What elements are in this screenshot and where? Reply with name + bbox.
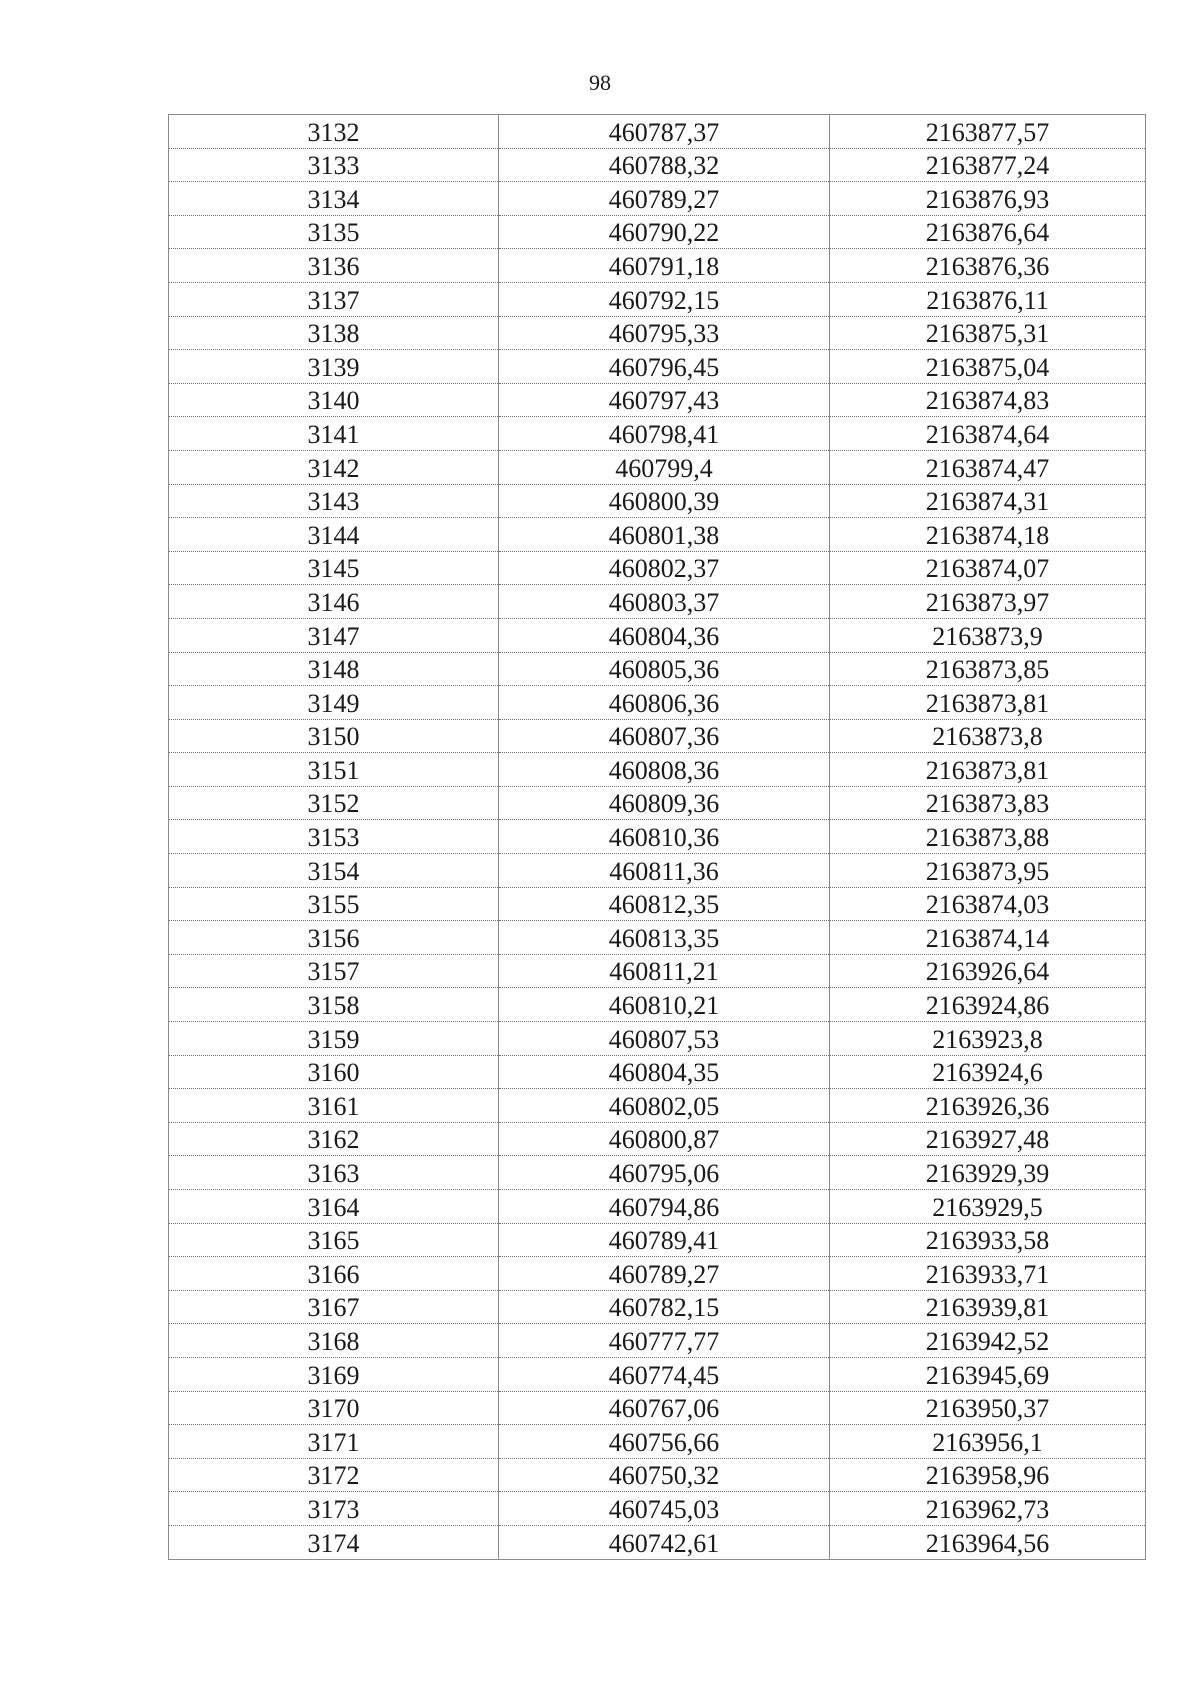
table-row <box>169 1257 1146 1291</box>
x-coordinate-cell: 460812,35 <box>499 887 830 921</box>
y-coordinate-cell: 2163933,58 <box>830 1223 1146 1257</box>
x-coordinate-cell: 460792,15 <box>499 282 830 316</box>
table-row <box>169 215 1146 249</box>
point-number-cell: 3138 <box>169 316 499 350</box>
y-coordinate-cell: 2163876,64 <box>830 215 1146 249</box>
x-coordinate-cell: 460774,45 <box>499 1357 830 1391</box>
point-number-cell: 3156 <box>169 921 499 955</box>
y-coordinate-cell: 2163874,83 <box>830 383 1146 417</box>
y-coordinate-cell: 2163873,9 <box>830 618 1146 652</box>
table-row <box>169 719 1146 753</box>
point-number-cell: 3147 <box>169 618 499 652</box>
x-coordinate-cell: 460742,61 <box>499 1525 830 1559</box>
y-coordinate-cell: 2163942,52 <box>830 1324 1146 1358</box>
x-coordinate-cell: 460789,41 <box>499 1223 830 1257</box>
x-coordinate-cell: 460782,15 <box>499 1290 830 1324</box>
point-number-cell: 3158 <box>169 988 499 1022</box>
table-row <box>169 417 1146 451</box>
x-coordinate-cell: 460797,43 <box>499 383 830 417</box>
table-row <box>169 1122 1146 1156</box>
y-coordinate-cell: 2163873,85 <box>830 652 1146 686</box>
point-number-cell: 3137 <box>169 282 499 316</box>
table-row <box>169 954 1146 988</box>
table-row <box>169 1324 1146 1358</box>
table-row <box>169 148 1146 182</box>
coordinates-table <box>168 114 1146 1560</box>
table-row <box>169 1357 1146 1391</box>
x-coordinate-cell: 460777,77 <box>499 1324 830 1358</box>
x-coordinate-cell: 460796,45 <box>499 350 830 384</box>
point-number-cell: 3169 <box>169 1357 499 1391</box>
y-coordinate-cell: 2163927,48 <box>830 1122 1146 1156</box>
point-number-cell: 3133 <box>169 148 499 182</box>
point-number-cell: 3170 <box>169 1391 499 1425</box>
x-coordinate-cell: 460787,37 <box>499 115 830 149</box>
y-coordinate-cell: 2163933,71 <box>830 1257 1146 1291</box>
x-coordinate-cell: 460803,37 <box>499 585 830 619</box>
table-row <box>169 1391 1146 1425</box>
x-coordinate-cell: 460810,36 <box>499 820 830 854</box>
x-coordinate-cell: 460789,27 <box>499 182 830 216</box>
y-coordinate-cell: 2163926,64 <box>830 954 1146 988</box>
table-row <box>169 1089 1146 1123</box>
point-number-cell: 3160 <box>169 1055 499 1089</box>
y-coordinate-cell: 2163874,31 <box>830 484 1146 518</box>
table-row <box>169 1458 1146 1492</box>
table-row <box>169 1022 1146 1056</box>
table-row <box>169 854 1146 888</box>
point-number-cell: 3152 <box>169 786 499 820</box>
point-number-cell: 3149 <box>169 686 499 720</box>
table-row <box>169 618 1146 652</box>
table-row <box>169 1156 1146 1190</box>
table-row <box>169 1223 1146 1257</box>
point-number-cell: 3141 <box>169 417 499 451</box>
point-number-cell: 3144 <box>169 518 499 552</box>
x-coordinate-cell: 460811,36 <box>499 854 830 888</box>
x-coordinate-cell: 460767,06 <box>499 1391 830 1425</box>
point-number-cell: 3146 <box>169 585 499 619</box>
y-coordinate-cell: 2163873,95 <box>830 854 1146 888</box>
point-number-cell: 3148 <box>169 652 499 686</box>
y-coordinate-cell: 2163929,39 <box>830 1156 1146 1190</box>
y-coordinate-cell: 2163873,8 <box>830 719 1146 753</box>
y-coordinate-cell: 2163877,57 <box>830 115 1146 149</box>
x-coordinate-cell: 460813,35 <box>499 921 830 955</box>
x-coordinate-cell: 460794,86 <box>499 1190 830 1224</box>
table-row <box>169 786 1146 820</box>
point-number-cell: 3153 <box>169 820 499 854</box>
y-coordinate-cell: 2163873,97 <box>830 585 1146 619</box>
point-number-cell: 3161 <box>169 1089 499 1123</box>
table-row <box>169 1055 1146 1089</box>
point-number-cell: 3163 <box>169 1156 499 1190</box>
table-row <box>169 921 1146 955</box>
y-coordinate-cell: 2163939,81 <box>830 1290 1146 1324</box>
y-coordinate-cell: 2163956,1 <box>830 1425 1146 1459</box>
table-row <box>169 1425 1146 1459</box>
y-coordinate-cell: 2163923,8 <box>830 1022 1146 1056</box>
y-coordinate-cell: 2163874,64 <box>830 417 1146 451</box>
point-number-cell: 3172 <box>169 1458 499 1492</box>
y-coordinate-cell: 2163950,37 <box>830 1391 1146 1425</box>
table-row <box>169 652 1146 686</box>
point-number-cell: 3140 <box>169 383 499 417</box>
table-row <box>169 585 1146 619</box>
point-number-cell: 3166 <box>169 1257 499 1291</box>
coordinates-table-body <box>169 115 1146 1560</box>
x-coordinate-cell: 460800,39 <box>499 484 830 518</box>
point-number-cell: 3155 <box>169 887 499 921</box>
x-coordinate-cell: 460804,36 <box>499 618 830 652</box>
table-row <box>169 316 1146 350</box>
point-number-cell: 3168 <box>169 1324 499 1358</box>
point-number-cell: 3136 <box>169 249 499 283</box>
table-row <box>169 1525 1146 1559</box>
point-number-cell: 3173 <box>169 1492 499 1526</box>
x-coordinate-cell: 460788,32 <box>499 148 830 182</box>
point-number-cell: 3132 <box>169 115 499 149</box>
x-coordinate-cell: 460802,37 <box>499 551 830 585</box>
table-row <box>169 753 1146 787</box>
table-row <box>169 249 1146 283</box>
table-row <box>169 182 1146 216</box>
x-coordinate-cell: 460750,32 <box>499 1458 830 1492</box>
y-coordinate-cell: 2163924,86 <box>830 988 1146 1022</box>
x-coordinate-cell: 460802,05 <box>499 1089 830 1123</box>
y-coordinate-cell: 2163873,88 <box>830 820 1146 854</box>
point-number-cell: 3145 <box>169 551 499 585</box>
point-number-cell: 3164 <box>169 1190 499 1224</box>
x-coordinate-cell: 460795,33 <box>499 316 830 350</box>
y-coordinate-cell: 2163926,36 <box>830 1089 1146 1123</box>
page-number: 98 <box>589 70 611 95</box>
x-coordinate-cell: 460811,21 <box>499 954 830 988</box>
x-coordinate-cell: 460798,41 <box>499 417 830 451</box>
point-number-cell: 3165 <box>169 1223 499 1257</box>
x-coordinate-cell: 460790,22 <box>499 215 830 249</box>
table-row <box>169 887 1146 921</box>
x-coordinate-cell: 460756,66 <box>499 1425 830 1459</box>
x-coordinate-cell: 460807,36 <box>499 719 830 753</box>
point-number-cell: 3162 <box>169 1122 499 1156</box>
point-number-cell: 3142 <box>169 450 499 484</box>
y-coordinate-cell: 2163958,96 <box>830 1458 1146 1492</box>
y-coordinate-cell: 2163876,11 <box>830 282 1146 316</box>
point-number-cell: 3135 <box>169 215 499 249</box>
point-number-cell: 3159 <box>169 1022 499 1056</box>
table-row <box>169 450 1146 484</box>
x-coordinate-cell: 460804,35 <box>499 1055 830 1089</box>
y-coordinate-cell: 2163876,93 <box>830 182 1146 216</box>
y-coordinate-cell: 2163873,81 <box>830 686 1146 720</box>
x-coordinate-cell: 460810,21 <box>499 988 830 1022</box>
y-coordinate-cell: 2163873,83 <box>830 786 1146 820</box>
y-coordinate-cell: 2163874,18 <box>830 518 1146 552</box>
y-coordinate-cell: 2163874,07 <box>830 551 1146 585</box>
table-row <box>169 484 1146 518</box>
x-coordinate-cell: 460808,36 <box>499 753 830 787</box>
point-number-cell: 3134 <box>169 182 499 216</box>
y-coordinate-cell: 2163962,73 <box>830 1492 1146 1526</box>
y-coordinate-cell: 2163876,36 <box>830 249 1146 283</box>
y-coordinate-cell: 2163875,04 <box>830 350 1146 384</box>
x-coordinate-cell: 460807,53 <box>499 1022 830 1056</box>
x-coordinate-cell: 460745,03 <box>499 1492 830 1526</box>
x-coordinate-cell: 460801,38 <box>499 518 830 552</box>
table-row <box>169 350 1146 384</box>
point-number-cell: 3154 <box>169 854 499 888</box>
point-number-cell: 3139 <box>169 350 499 384</box>
x-coordinate-cell: 460806,36 <box>499 686 830 720</box>
table-row <box>169 820 1146 854</box>
y-coordinate-cell: 2163875,31 <box>830 316 1146 350</box>
y-coordinate-cell: 2163873,81 <box>830 753 1146 787</box>
x-coordinate-cell: 460805,36 <box>499 652 830 686</box>
y-coordinate-cell: 2163874,47 <box>830 450 1146 484</box>
y-coordinate-cell: 2163964,56 <box>830 1525 1146 1559</box>
x-coordinate-cell: 460809,36 <box>499 786 830 820</box>
point-number-cell: 3171 <box>169 1425 499 1459</box>
table-row <box>169 1492 1146 1526</box>
point-number-cell: 3143 <box>169 484 499 518</box>
x-coordinate-cell: 460800,87 <box>499 1122 830 1156</box>
y-coordinate-cell: 2163945,69 <box>830 1357 1146 1391</box>
x-coordinate-cell: 460799,4 <box>499 450 830 484</box>
table-row <box>169 686 1146 720</box>
table-row <box>169 115 1146 149</box>
x-coordinate-cell: 460795,06 <box>499 1156 830 1190</box>
y-coordinate-cell: 2163877,24 <box>830 148 1146 182</box>
table-row <box>169 518 1146 552</box>
point-number-cell: 3157 <box>169 954 499 988</box>
point-number-cell: 3151 <box>169 753 499 787</box>
table-row <box>169 383 1146 417</box>
table-row <box>169 1190 1146 1224</box>
y-coordinate-cell: 2163929,5 <box>830 1190 1146 1224</box>
point-number-cell: 3150 <box>169 719 499 753</box>
point-number-cell: 3174 <box>169 1525 499 1559</box>
y-coordinate-cell: 2163874,14 <box>830 921 1146 955</box>
x-coordinate-cell: 460789,27 <box>499 1257 830 1291</box>
table-row <box>169 551 1146 585</box>
table-row <box>169 1290 1146 1324</box>
y-coordinate-cell: 2163924,6 <box>830 1055 1146 1089</box>
point-number-cell: 3167 <box>169 1290 499 1324</box>
y-coordinate-cell: 2163874,03 <box>830 887 1146 921</box>
x-coordinate-cell: 460791,18 <box>499 249 830 283</box>
table-row <box>169 282 1146 316</box>
table-row <box>169 988 1146 1022</box>
